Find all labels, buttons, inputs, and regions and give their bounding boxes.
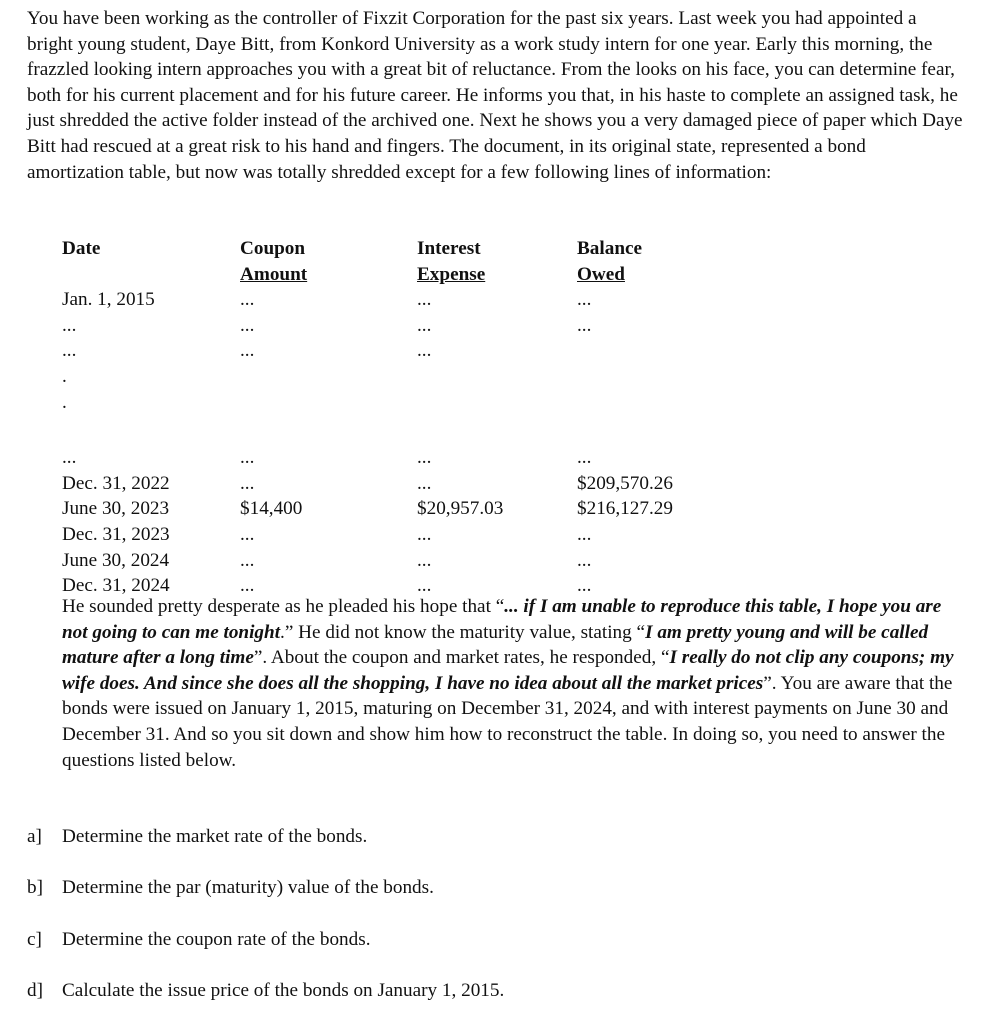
cell-balance: ...: [577, 447, 592, 469]
cell-coupon: $14,400: [240, 498, 303, 520]
cell-date: Jan. 1, 2015: [62, 289, 155, 311]
header-date: Date: [62, 238, 101, 259]
cell-interest: ...: [417, 340, 432, 362]
table-row: [0, 390, 988, 416]
cell-date: .: [62, 391, 67, 413]
table-row: [0, 471, 988, 497]
question-letter: a]: [27, 826, 42, 847]
cell-coupon: ...: [240, 447, 255, 469]
story-text-1: He sounded pretty desperate as he pleaded his hope that “: [62, 596, 505, 617]
question-item: [27, 927, 927, 978]
question-text: Calculate the issue price of the bonds on January 1, 2015.: [62, 979, 505, 1001]
cell-date: ...: [62, 314, 77, 336]
cell-interest: ...: [417, 314, 432, 336]
cell-balance: $216,127.29: [577, 498, 673, 520]
cell-balance: ...: [577, 523, 592, 545]
cell-balance: ...: [577, 314, 592, 336]
question-letter: b]: [27, 877, 43, 899]
cell-date: .: [62, 365, 67, 387]
story-quote-2: I am pretty young and will be called mature after a long time: [62, 621, 929, 669]
story-text-2: .” He did not know the maturity value, stating “: [280, 621, 646, 643]
table-row: [0, 548, 988, 574]
cell-date: June 30, 2024: [62, 549, 170, 571]
cell-interest: ...: [417, 447, 432, 469]
question-letter: c]: [27, 928, 42, 950]
story-text-3: ”. About the coupon and market rates, he responded, “: [253, 647, 670, 669]
story-quote-1: ... if I am unable to reproduce this table, I hope you are not going to can me tonight: [62, 596, 942, 643]
question-item: [27, 978, 927, 1029]
cell-coupon: ...: [240, 289, 255, 311]
bond-amortization-table: [0, 236, 988, 599]
header-balance-line2: Owed: [577, 263, 625, 285]
table-row: [0, 364, 988, 390]
cell-balance: ...: [577, 549, 592, 571]
header-coupon-line1: Coupon: [240, 238, 306, 259]
table-row: [0, 445, 988, 471]
intro-paragraph: You have been working as the controller of Fixzit Corporation for the past six years. Last week you had appointed a bright young student, Daye Bitt, from Konkord University as a work study intern for one year. Early this morning, the frazzled looking intern approaches you with a great bit of reluctance. From the looks on his face, you can determine fear, both for his current placement and for his future career. He informs you that, in his haste to complete an assigned task, he just shredded the active folder instead of the archived one. Next he shows you a very damaged piece of paper which Daye Bitt had rescued at a great risk to his hand and fingers. The document, in its original state, represented a bond amortization table, but now was totally shredded except for a few following lines of information:: [27, 8, 963, 183]
table-row: [0, 287, 988, 313]
table-header-row-1: [0, 236, 988, 262]
cell-date: Dec. 31, 2023: [62, 523, 170, 545]
cell-coupon: ...: [240, 314, 255, 336]
story-text-4: ”. You are aware that the bonds were issued on January 1, 2015, maturing on December 31, 2024, and with interest payments on June 30 and December 31. And so you sit down and show him how to reconstruct the table. In doing so, you need to answer the questions listed below.: [62, 672, 953, 771]
header-interest-line1: Interest: [417, 238, 481, 259]
question-item: [27, 875, 927, 926]
question-item: [27, 824, 927, 875]
cell-coupon: ...: [240, 340, 255, 362]
cell-coupon: ...: [240, 523, 255, 545]
table-row: [0, 496, 988, 522]
cell-interest: ...: [417, 549, 432, 571]
cell-interest: ...: [417, 523, 432, 545]
cell-interest: ...: [417, 289, 432, 311]
cell-interest: ...: [417, 472, 432, 494]
cell-balance: ...: [577, 575, 592, 597]
table-rows-top: [0, 287, 988, 415]
cell-date: ...: [62, 447, 77, 469]
table-row: [0, 338, 988, 364]
cell-interest: ...: [417, 575, 432, 597]
questions-list: [27, 824, 927, 1029]
cell-interest: $20,957.03: [417, 498, 504, 520]
cell-date: June 30, 2023: [62, 498, 170, 520]
cell-date: Dec. 31, 2024: [62, 575, 170, 597]
table-gap: [0, 415, 988, 445]
question-letter: d]: [27, 979, 43, 1001]
header-balance-line1: Balance: [577, 238, 643, 259]
question-text: Determine the market rate of the bonds.: [62, 826, 368, 847]
cell-balance: ...: [577, 289, 592, 311]
header-interest-line2: Expense: [417, 263, 486, 285]
question-text: Determine the par (maturity) value of the bonds.: [62, 877, 434, 899]
cell-date: Dec. 31, 2022: [62, 472, 170, 494]
table-header-row-2: [0, 262, 988, 288]
question-text: Determine the coupon rate of the bonds.: [62, 928, 371, 950]
header-coupon-line2: Amount: [240, 263, 308, 285]
cell-date: ...: [62, 340, 77, 362]
cell-coupon: ...: [240, 472, 255, 494]
cell-balance: $209,570.26: [577, 472, 673, 494]
table-row: [0, 522, 988, 548]
cell-coupon: ...: [240, 575, 255, 597]
story-paragraph: [62, 594, 962, 773]
table-row: [0, 313, 988, 339]
cell-coupon: ...: [240, 549, 255, 571]
table-rows-bottom: [0, 445, 988, 599]
story-quote-3: I really do not clip any coupons; my wife does. And since she does all the shopping, I have no idea about all the market prices: [62, 647, 954, 694]
